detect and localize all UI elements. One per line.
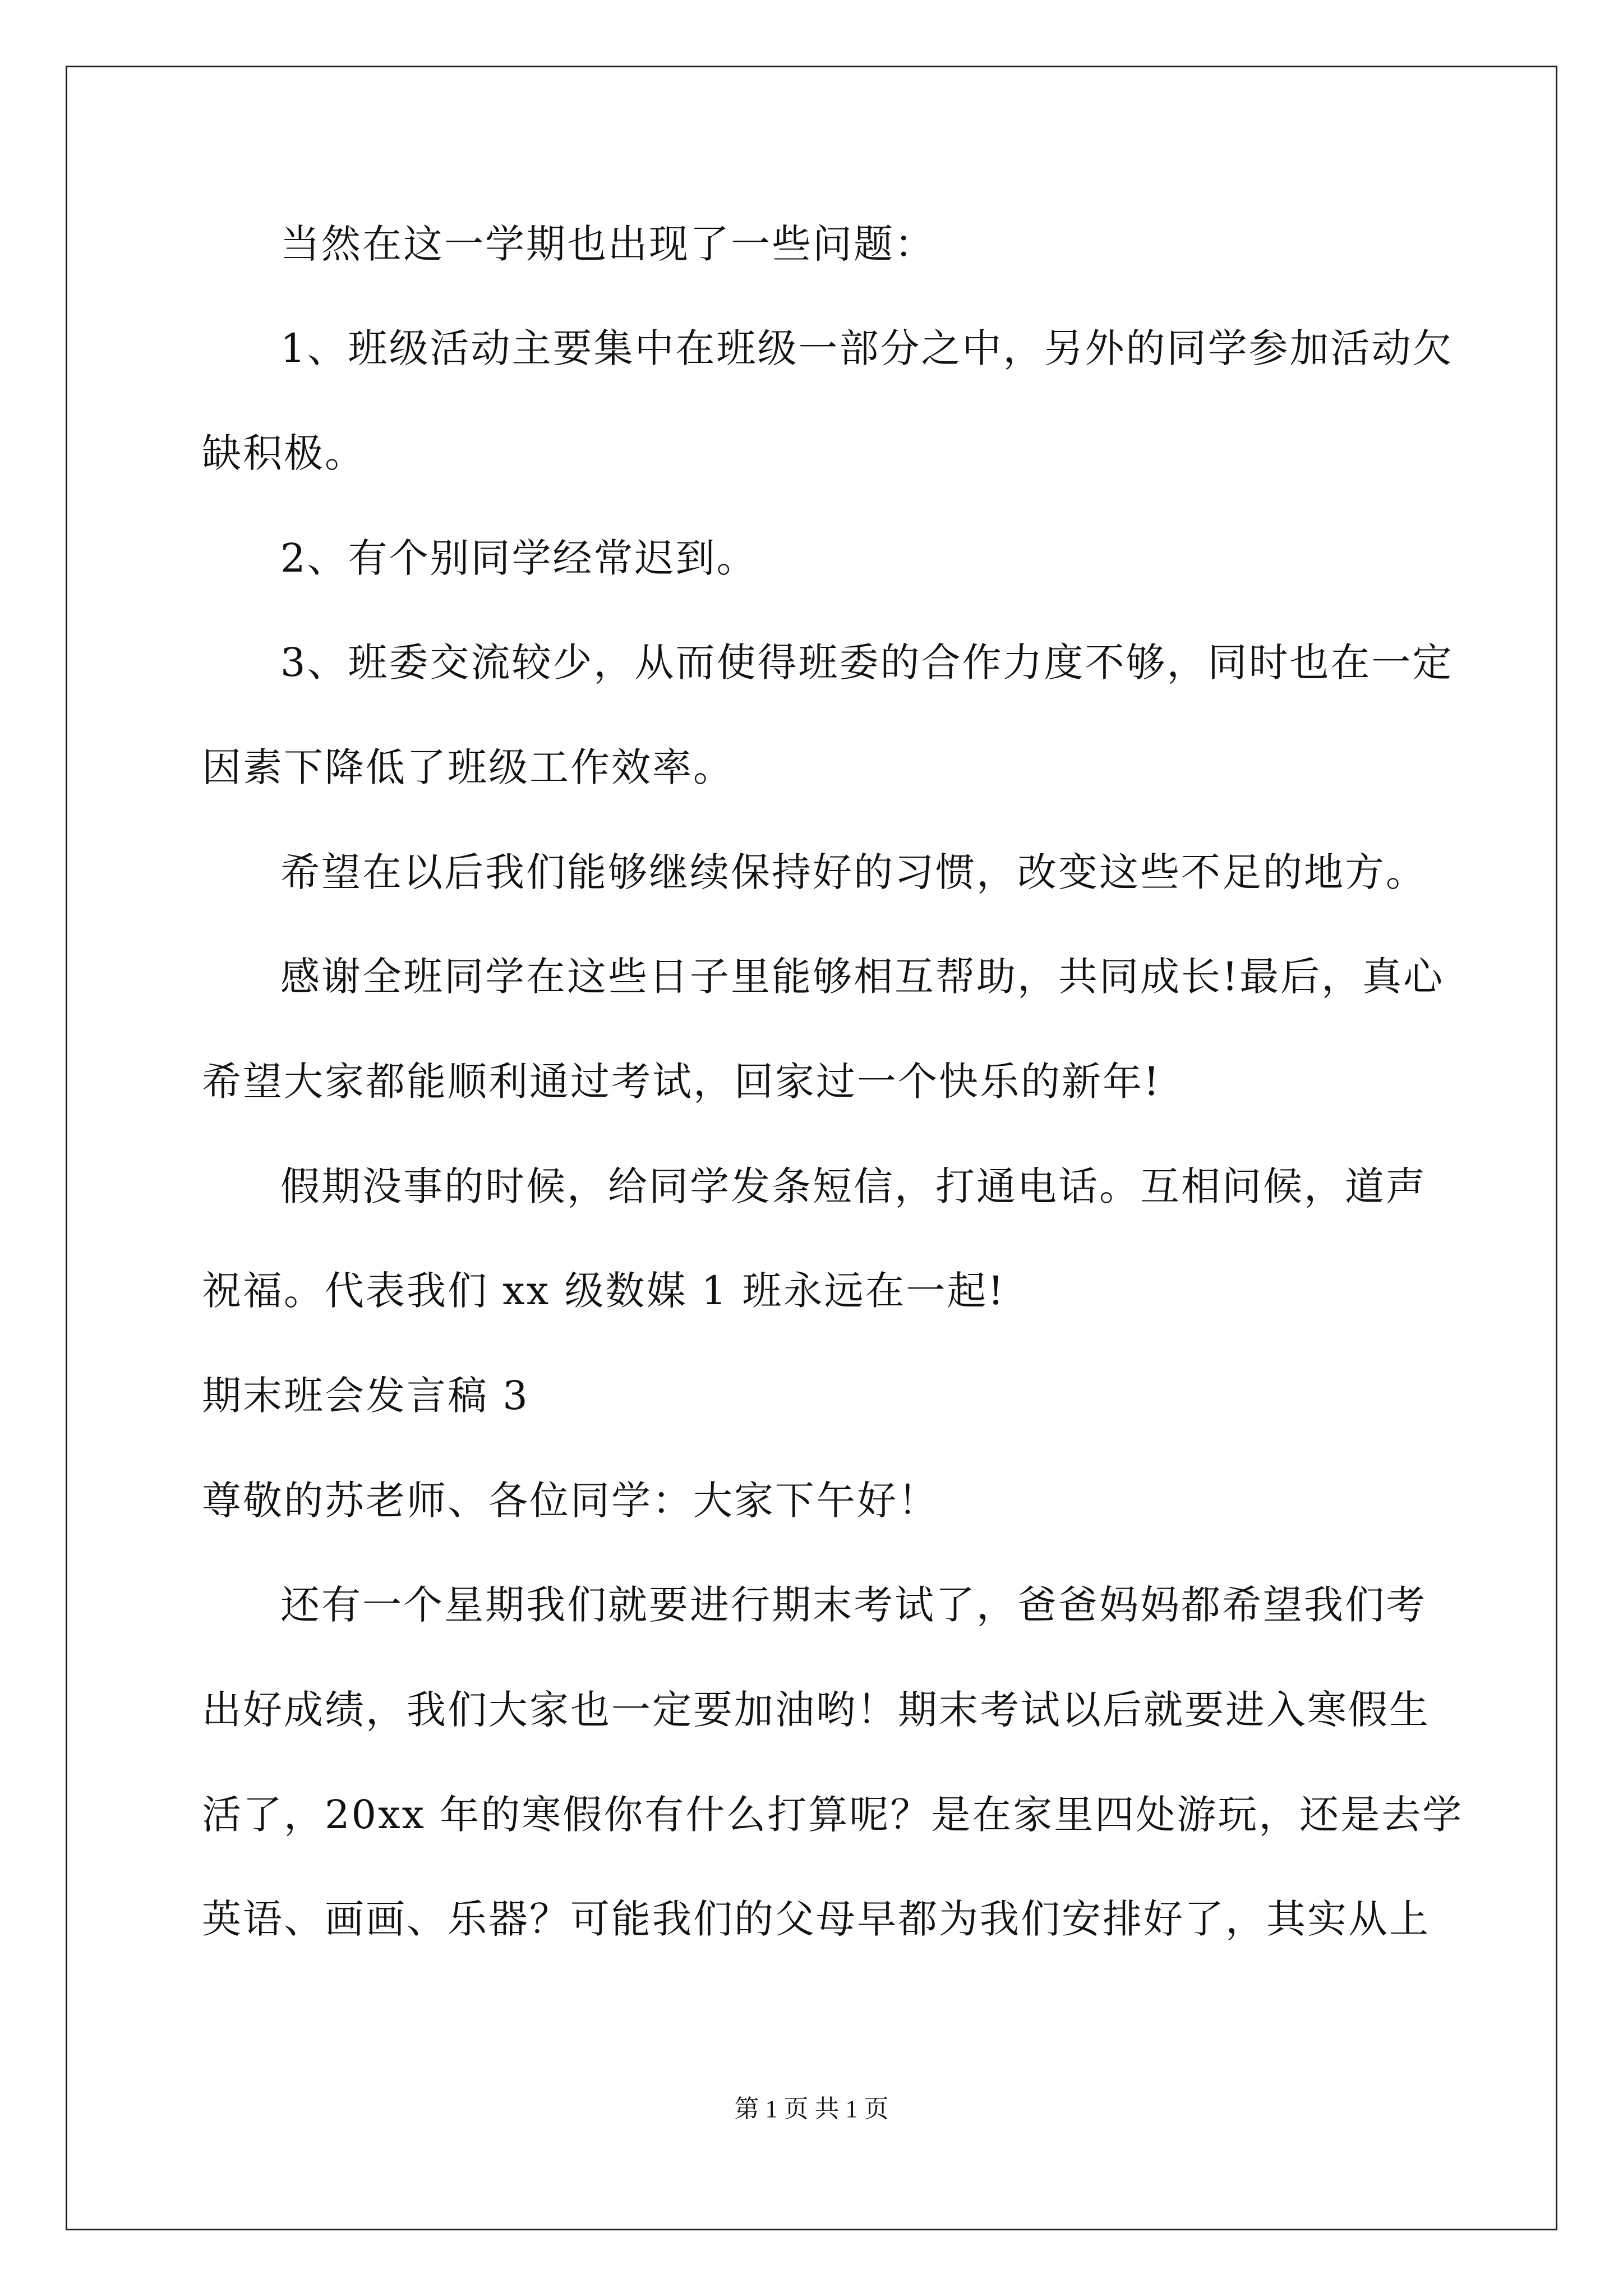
text-line: 缺积极。 [202, 430, 366, 476]
text-line: 希望在以后我们能够继续保持好的习惯，改变这些不足的地方。 [280, 849, 1427, 895]
text-line: 英语、画画、乐器？可能我们的父母早都为我们安排好了，其实从上 [202, 1896, 1430, 1942]
text-line: 当然在这一学期也出现了一些问题： [280, 221, 935, 267]
text-line: 2、有个别同学经常迟到。 [280, 535, 758, 581]
salutation: 尊敬的苏老师、各位同学：大家下午好！ [202, 1478, 939, 1524]
page-number: 第 1 页 共 1 页 [734, 2095, 889, 2123]
text-line: 出好成绩，我们大家也一定要加油哟！期末考试以后就要进入寒假生 [202, 1687, 1430, 1733]
section-heading: 期末班会发言稿 3 [202, 1373, 529, 1419]
text-line: 因素下降低了班级工作效率。 [202, 744, 734, 790]
text-line: 希望大家都能顺利通过考试，回家过一个快乐的新年! [202, 1059, 1161, 1105]
text-line: 还有一个星期我们就要进行期末考试了，爸爸妈妈都希望我们考 [280, 1582, 1427, 1628]
text-line: 假期没事的时候，给同学发条短信，打通电话。互相问候，道声 [280, 1163, 1427, 1209]
text-line: 感谢全班同学在这些日子里能够相互帮助，共同成长!最后，真心 [280, 954, 1445, 1000]
text-line: 祝福。代表我们 xx 级数媒 1 班永远在一起! [202, 1268, 1006, 1314]
text-line: 1、班级活动主要集中在班级一部分之中，另外的同学参加活动欠 [280, 325, 1454, 371]
text-line: 3、班委交流较少，从而使得班委的合作力度不够，同时也在一定 [280, 639, 1454, 685]
text-line: 活了，20xx 年的寒假你有什么打算呢？是在家里四处游玩，还是去学 [202, 1792, 1464, 1838]
